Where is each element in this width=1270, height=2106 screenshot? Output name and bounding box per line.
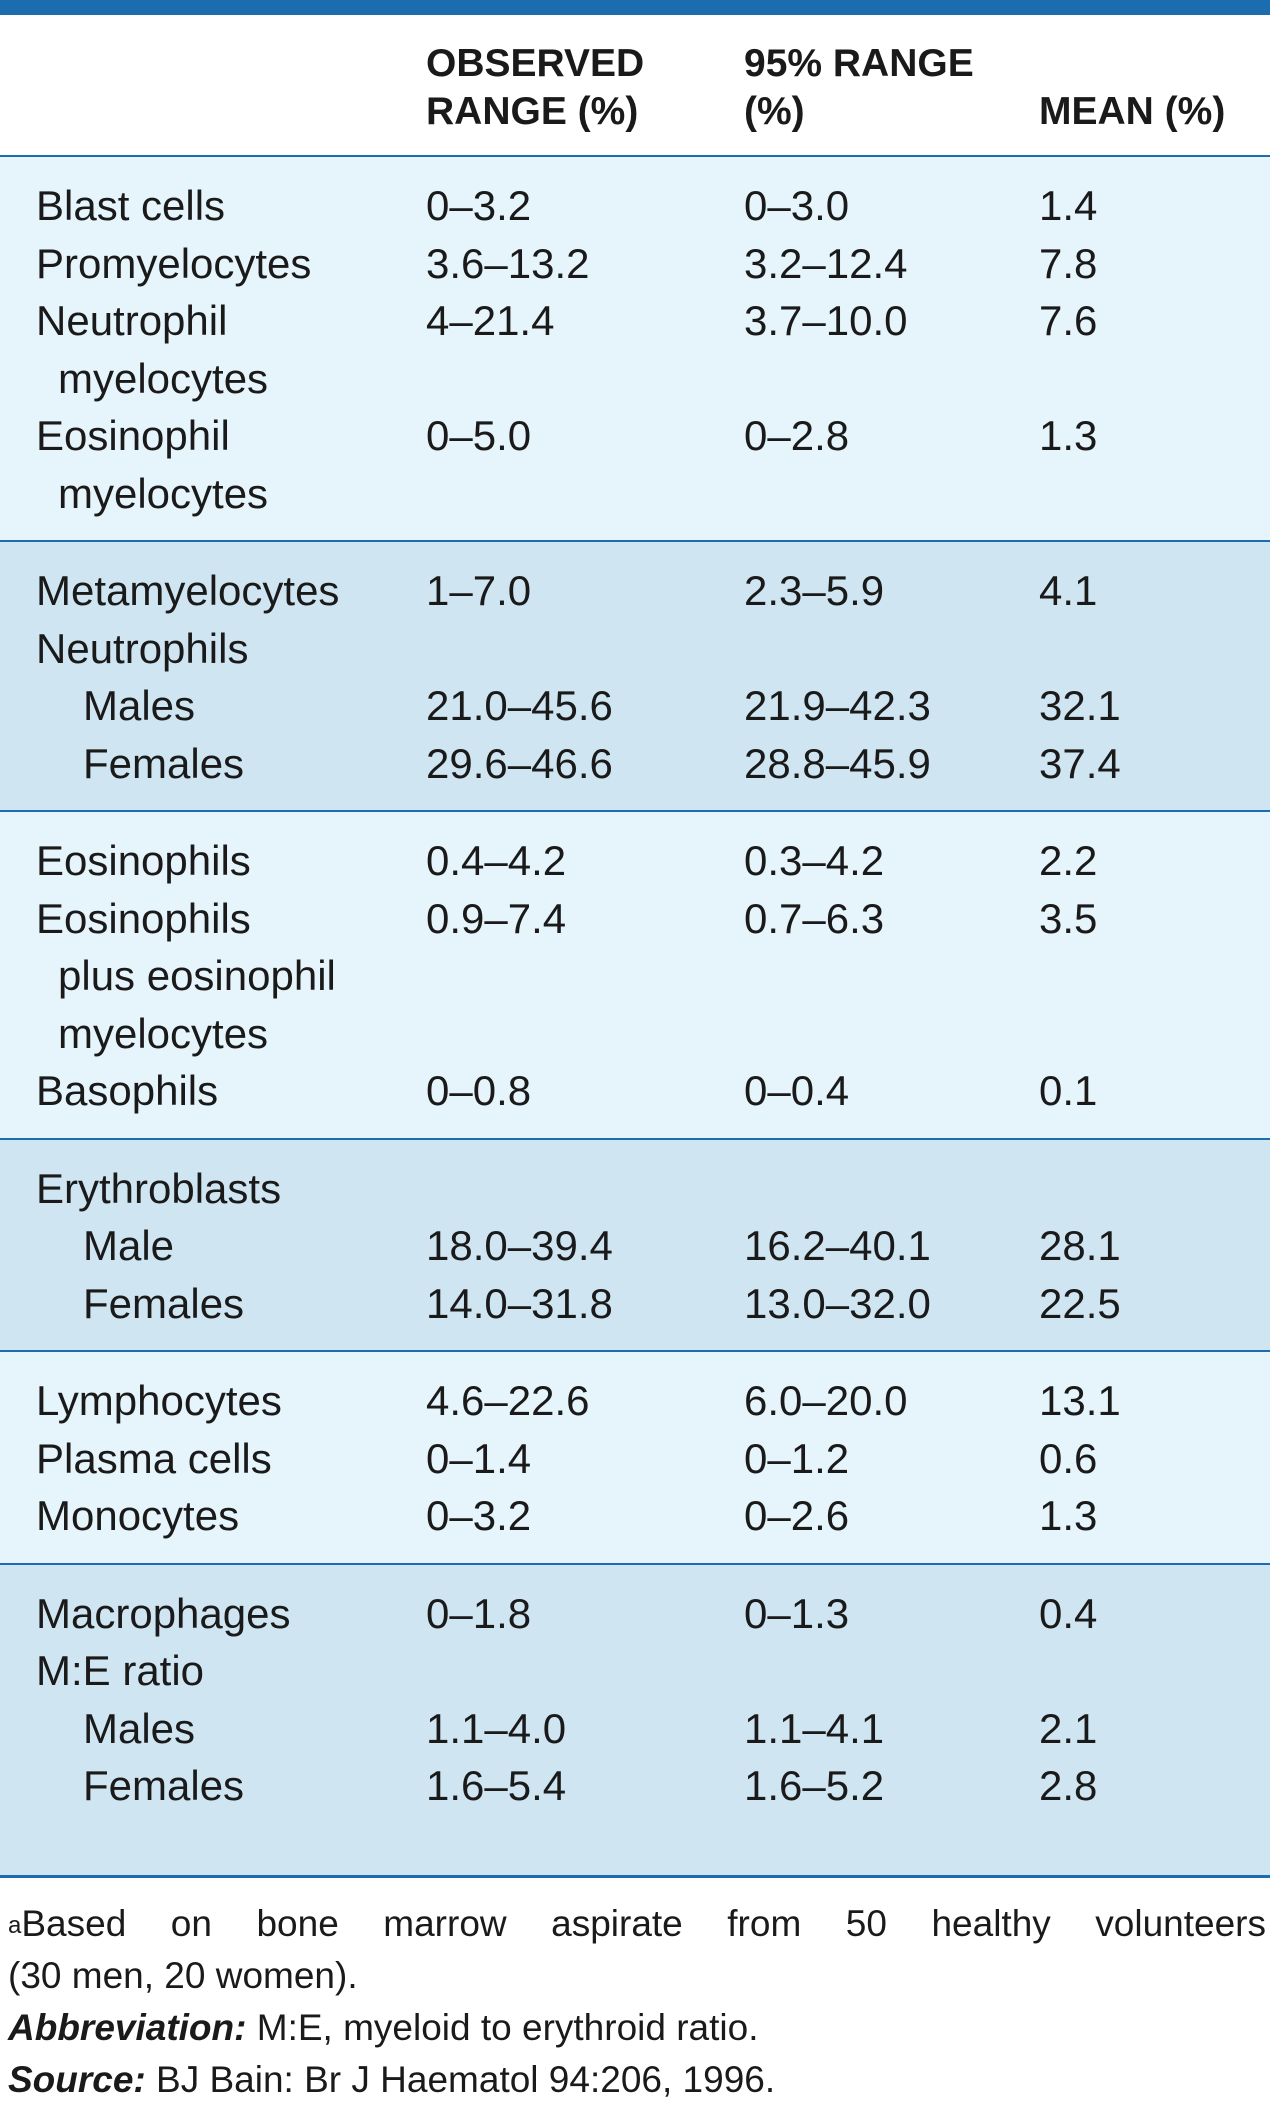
range95-cell: 13.0–32.0 [744,1279,931,1327]
row-label-line: Females [83,739,245,787]
mean-cell: 4.1 [1039,567,1098,614]
row-label [36,292,268,407]
observed-range-cell: 1–7.0 [426,567,532,614]
table-row [0,677,1270,735]
mean-cell: 1.4 [1039,182,1098,229]
range95-cell: 0.7–6.3 [744,894,885,942]
observed-range-cell: 1.6–5.4 [426,1762,567,1809]
mean-cell: 1.3 [1039,1492,1098,1539]
row-label-line: myelocytes [58,1009,269,1057]
row-label [36,1062,218,1120]
observed-range-cell: 0–1.4 [426,1434,532,1482]
row-label-line: myelocytes [58,469,269,517]
row-label [83,1217,174,1275]
row-label [36,1160,281,1218]
header-mean-label: MEAN (%) [1039,90,1226,133]
row-label-line: Erythroblasts [36,1164,282,1212]
header-observed-line2: RANGE (%) [426,90,639,133]
abbreviation-line [8,2002,1270,2054]
table-row [0,832,1270,890]
table-row [0,1700,1270,1758]
observed-range-cell: 21.0–45.6 [426,682,613,729]
mean-cell: 7.8 [1039,239,1098,287]
row-label [83,1275,244,1333]
table-footer [0,1878,1270,2106]
row-label-line: Eosinophil [36,412,230,459]
top-rule [0,0,1270,15]
row-label-line: Male [83,1222,175,1269]
range95-cell: 1.6–5.2 [744,1762,885,1809]
range95-cell: 0–1.3 [744,1589,850,1637]
row-label-line: Males [83,682,196,729]
observed-range-cell: 18.0–39.4 [426,1222,613,1269]
mean-cell: 3.5 [1039,894,1098,942]
abbreviation-text: M:E, myeloid to erythroid ratio. [246,2006,759,2048]
observed-range-cell: 0–5.0 [426,412,532,459]
header-95-line1: 95% RANGE [744,42,974,85]
table-row [0,1585,1270,1643]
header-mean [1039,88,1225,136]
row-group [0,1565,1270,1878]
table-row [0,1160,1270,1218]
row-group [0,542,1270,812]
header-95-line2: (%) [744,90,805,133]
range95-cell: 0–0.4 [744,1067,850,1114]
table-row [0,1642,1270,1700]
row-label-line: plus eosinophil [58,952,336,999]
row-label-line: Macrophages [36,1589,291,1637]
row-label-line: Lymphocytes [36,1377,282,1424]
row-label [36,407,268,522]
observed-range-cell: 3.6–13.2 [426,239,590,287]
range95-cell: 21.9–42.3 [744,682,931,729]
mean-cell: 28.1 [1039,1222,1121,1269]
row-label [83,1700,195,1758]
range95-cell: 2.3–5.9 [744,567,885,614]
row-label [36,177,225,235]
mean-cell: 37.4 [1039,739,1121,787]
row-label [83,735,244,793]
table-header [0,15,1270,157]
mean-cell: 2.1 [1039,1704,1098,1752]
row-label-line: Males [83,1704,196,1752]
table-row [0,1757,1270,1815]
table-row [0,890,1270,1063]
table-row [0,1430,1270,1488]
row-label [83,677,195,735]
table-row [0,292,1270,407]
table-body [0,157,1270,1878]
range95-cell: 28.8–45.9 [744,739,931,787]
mean-cell: 2.8 [1039,1762,1098,1809]
table-row [0,1372,1270,1430]
range95-cell: 3.7–10.0 [744,297,908,344]
observed-range-cell: 0–1.8 [426,1589,532,1637]
row-label [36,620,248,678]
row-label [36,832,251,890]
mean-cell: 7.6 [1039,297,1098,344]
source-text: BJ Bain: Br J Haematol 94:206, 1996. [145,2058,776,2100]
row-label [83,1757,244,1815]
row-label-line: Monocytes [36,1492,240,1539]
row-label-line: Females [83,1762,245,1809]
table-row [0,1062,1270,1120]
source-label: Source: [8,2058,146,2100]
mean-cell: 0.6 [1039,1434,1098,1482]
row-group [0,1352,1270,1565]
row-label [36,1642,204,1700]
footnote-line2: (30 men, 20 women). [8,1954,358,1996]
row-label [36,562,339,620]
observed-range-cell: 4.6–22.6 [426,1377,590,1424]
observed-range-cell: 4–21.4 [426,297,555,344]
mean-cell: 0.1 [1039,1067,1098,1114]
row-label-line: Plasma cells [36,1434,272,1482]
table-row [0,620,1270,678]
row-label [36,890,336,1063]
range95-cell: 6.0–20.0 [744,1377,908,1424]
row-label-line: Metamyelocytes [36,567,340,614]
row-label [36,235,311,293]
observed-range-cell: 0–3.2 [426,1492,532,1539]
range95-cell: 0–2.8 [744,412,850,459]
range95-cell: 0.3–4.2 [744,837,885,884]
header-95-range [744,40,974,136]
table-row [0,562,1270,620]
observed-range-cell: 0–0.8 [426,1067,532,1114]
range95-cell: 0–1.2 [744,1434,850,1482]
row-label [36,1372,282,1430]
table-row [0,177,1270,235]
row-label-line: Neutrophils [36,624,249,672]
observed-range-cell: 0–3.2 [426,182,532,229]
table-row [0,1275,1270,1333]
row-label-line: M:E ratio [36,1647,205,1694]
source-line [8,2054,1270,2106]
row-label-line: Basophils [36,1067,219,1114]
row-label-line: Promyelocytes [36,239,312,287]
mean-cell: 2.2 [1039,837,1098,884]
row-label-line: myelocytes [58,354,269,402]
observed-range-cell: 0.4–4.2 [426,837,567,884]
row-group [0,157,1270,542]
range95-cell: 3.2–12.4 [744,239,908,287]
abbreviation-label: Abbreviation: [8,2006,247,2048]
mean-cell: 13.1 [1039,1377,1121,1424]
table-row [0,235,1270,293]
row-group [0,1140,1270,1353]
header-observed-range [426,40,644,136]
mean-cell: 32.1 [1039,682,1121,729]
row-label [36,1487,239,1545]
observed-range-cell: 0.9–7.4 [426,894,567,942]
row-label-line: Eosinophils [36,837,251,884]
mean-cell: 1.3 [1039,412,1098,459]
table-row [0,735,1270,793]
footnote-text1: Based on bone marrow aspirate from 50 healthy volunteers [21,1902,1266,1944]
footnote-mark: a [8,1911,22,1939]
header-observed-line1: OBSERVED [426,42,645,85]
range95-cell: 0–3.0 [744,182,850,229]
footnote-line1 [8,1898,1270,1950]
row-label [36,1430,272,1488]
mean-cell: 0.4 [1039,1589,1098,1637]
observed-range-cell: 14.0–31.8 [426,1279,613,1327]
table-row [0,1487,1270,1545]
row-group [0,812,1270,1140]
range95-cell: 0–2.6 [744,1492,850,1539]
observed-range-cell: 29.6–46.6 [426,739,613,787]
row-label [36,1585,290,1643]
row-label-line: Females [83,1279,245,1327]
range95-cell: 1.1–4.1 [744,1704,885,1752]
row-label-line: Neutrophil [36,297,228,344]
table-row [0,407,1270,522]
observed-range-cell: 1.1–4.0 [426,1704,567,1752]
row-label-line: Blast cells [36,182,226,229]
range95-cell: 16.2–40.1 [744,1222,931,1269]
mean-cell: 22.5 [1039,1279,1121,1327]
table-row [0,1217,1270,1275]
row-label-line: Eosinophils [36,894,251,942]
